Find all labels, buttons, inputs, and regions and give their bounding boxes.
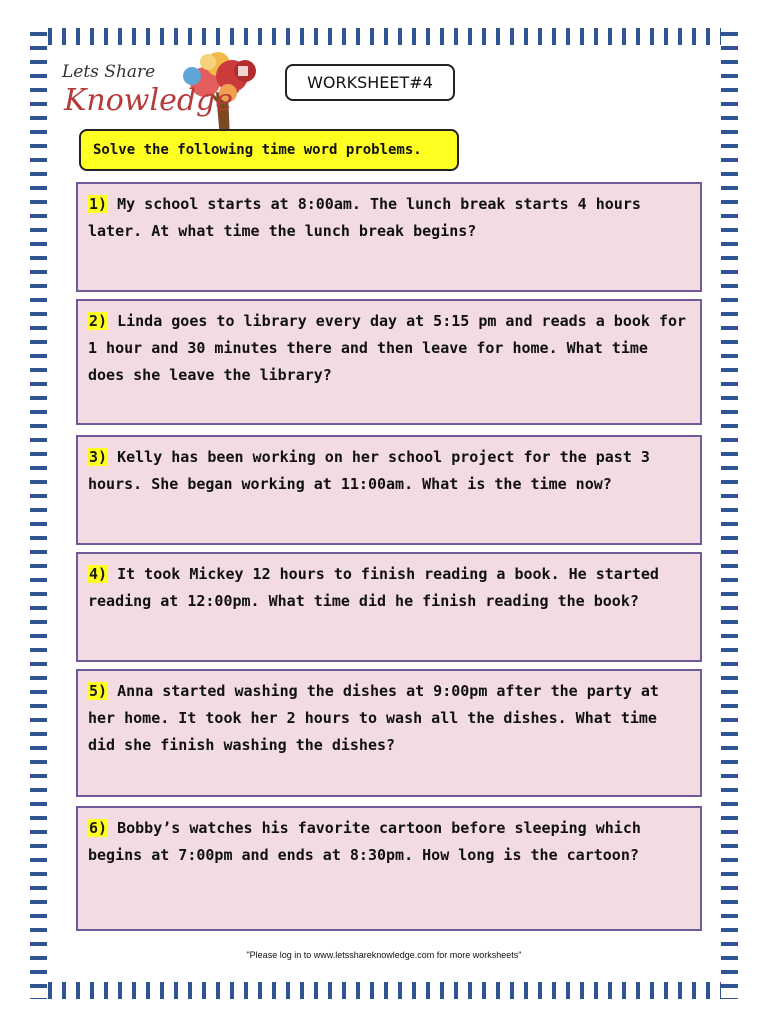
logo-line1: Lets Share xyxy=(62,62,156,82)
border-bottom xyxy=(30,982,738,999)
problem-text: Anna started washing the dishes at 9:00pm after the party at her home. It took her 2 hours to wash all the dishes. What time did she finish washing the dishes? xyxy=(88,682,659,754)
logo-line2: Knowledge xyxy=(64,83,233,118)
border-right xyxy=(721,28,738,999)
problem-card xyxy=(76,182,702,292)
problem-number: 1) xyxy=(89,195,108,213)
problem-card xyxy=(76,806,702,931)
problem-text: Kelly has been working on her school project for the past 3 hours. She began working at 11:00am. What is the time now? xyxy=(88,448,650,493)
problem-text: My school starts at 8:00am. The lunch break starts 4 hours later. At what time the lunch break begins? xyxy=(88,195,641,240)
border-top xyxy=(30,28,738,45)
instruction-box xyxy=(79,129,459,171)
problem-card xyxy=(76,552,702,662)
problem-text: It took Mickey 12 hours to finish reading a book. He started reading at 12:00pm. What time did he finish reading the book? xyxy=(88,565,659,610)
problem-number: 3) xyxy=(89,448,108,466)
problem-text: Linda goes to library every day at 5:15 pm and reads a book for 1 hour and 30 minutes there and then leave for home. What time does she leave the library? xyxy=(88,312,687,384)
problem-number: 2) xyxy=(89,312,108,330)
border-left xyxy=(30,28,47,999)
problem-number: 4) xyxy=(89,565,108,583)
problem-card xyxy=(76,669,702,797)
problem-card xyxy=(76,435,702,545)
problem-card xyxy=(76,299,702,425)
problem-number: 6) xyxy=(89,819,108,837)
worksheet-title: WORKSHEET#4 xyxy=(285,64,455,101)
footer-note: "Please log in to www.letsshareknowledge.com for more worksheets" xyxy=(246,950,522,960)
logo xyxy=(50,44,265,139)
problem-text: Bobby’s watches his favorite cartoon before sleeping which begins at 7:00pm and ends at 8:30pm. How long is the cartoon? xyxy=(88,819,641,864)
instruction-text: Solve the following time word problems. xyxy=(93,142,422,158)
problem-number: 5) xyxy=(89,682,108,700)
